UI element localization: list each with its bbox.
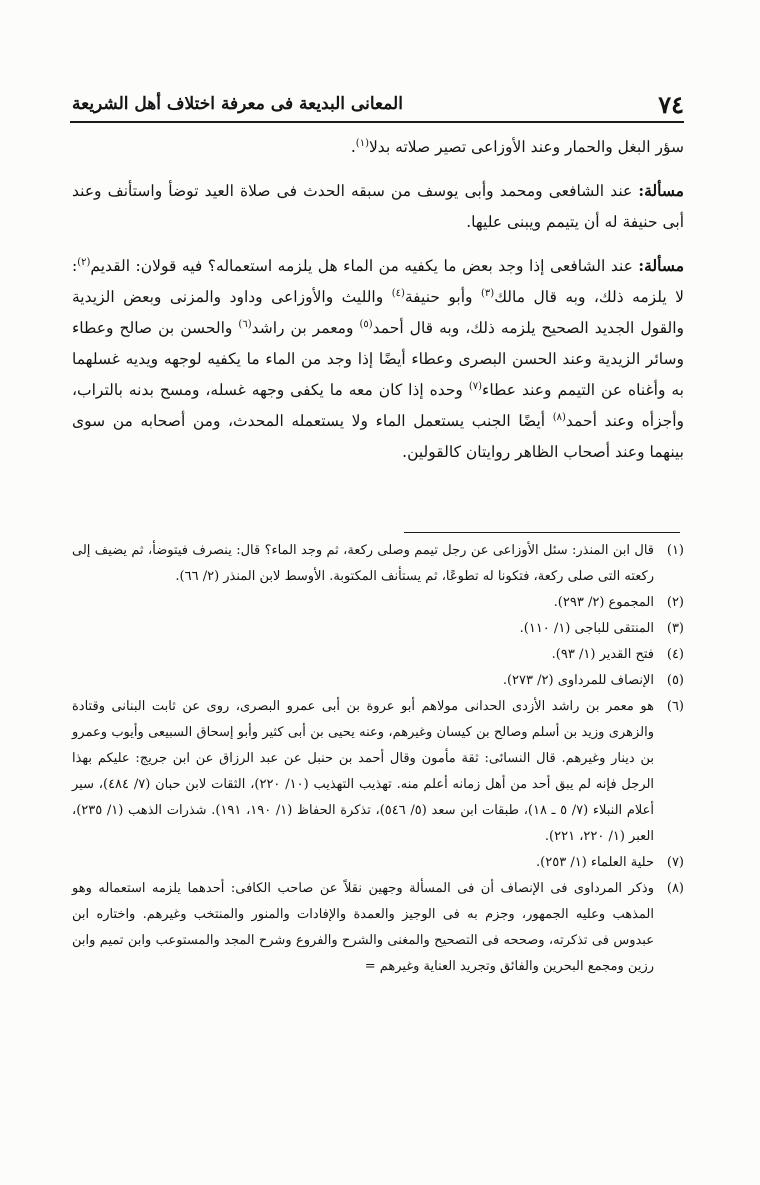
paragraph-3-text-a: عند الشافعى إذا وجد بعض ما يكفيه من الماء هل يلزمه استعماله؟ فيه قولان: القديم <box>90 257 633 275</box>
footnote-7 <box>72 850 684 876</box>
running-title: المعانى البديعة فى معرفة اختلاف أهل الشريعة <box>72 94 403 114</box>
footnote-3 <box>72 616 684 642</box>
footnote-text: وذكر المرداوى فى الإنصاف أن فى المسألة وجهين نقلاً عن صاحب الكافى: أحدهما يلزمه استعماله وهو المذهب وعليه الجمهور، وجزم به فى الوجيز والعمدة والإفادات والمنور والمنتخب وغيرهم. واختاره ابن عبدوس فى تذكرته، وصححه فى التصحيح والمغنى والشرح والفروع وشرح المجد والمستوعب وابن تميم وابن رزين ومجمع البحرين والفائق وتجريد العناية وغيرهم = <box>72 881 654 974</box>
footnote-number: (٣) <box>666 621 684 636</box>
footnote-8 <box>72 876 684 980</box>
header-divider <box>70 121 684 123</box>
footnote-divider <box>404 532 680 533</box>
footnote-text: الإنصاف للمرداوى (٢/ ٢٧٣). <box>502 673 654 688</box>
footnote-text: هو معمر بن راشد الأزدى الحدانى مولاهم أبو عروة بن أبى عمرو البصرى، روى عن ثابت البنانى وقتادة والزهرى وزيد بن أسلم وصالح بن كيسان وغيرهم، وعنه يحيى بن أبى كثير وأبو إسحاق السبيعى وأيوب وعمرو بن دينار وغيرهم. قال النسائى: ثقة مأمون وقال أحمد بن حنبل عن عبد الرزاق عن ابن جريج: عليكم بهذا الرجل فإنه لم يبق أحد من أهل زمانه أعلم منه. تهذيب التهذيب (١٠/ ٢٢٠)، الثقات لابن حبان (٧/ ٤٨٤)، سير أعلام النبلاء (٧/ ٥ ـ ١٨)، طبقات ابن سعد (٥/ ٥٤٦)، تذكرة الحفاظ (١/ ١٩٠، ١٩١). شذرات الذهب (١/ ٢٣٥)، العبر (١/ ٢٢٠، ٢٢١). <box>72 699 655 844</box>
footnote-6 <box>72 694 684 850</box>
footnote-number: (٦) <box>666 699 684 714</box>
footnote-ref-6[interactable]: (٦) <box>238 318 252 330</box>
page-number: ٧٤ <box>658 90 684 119</box>
footnote-ref-8[interactable]: (٨) <box>552 411 566 423</box>
main-text <box>72 132 684 468</box>
footnote-number: (٤) <box>666 647 684 662</box>
issue-label: مسألة: <box>638 256 684 275</box>
footnote-text: فتح القدير (١/ ٩٣). <box>551 647 654 662</box>
footnote-ref-3[interactable]: (٣) <box>481 287 495 299</box>
paragraph-3-text-c: وأبو حنيفة <box>404 288 482 306</box>
paragraph-3-text-e: ومعمر بن راشد <box>251 319 360 337</box>
paragraph-3-text-g: وحده إذا كان معه ما يكفى وجهه غسله، ومسح بدنه بالتراب، وأجزأه وعند أحمد <box>72 381 684 430</box>
paragraph-3-text-h: أيضًا الجنب يستعمل الماء ولا يستعمله المحدث، ومن أصحابه من سوى بينهما وعند أصحاب الظاهر روايتان كالقولين. <box>72 412 684 461</box>
paragraph-2 <box>72 175 684 238</box>
footnote-ref-7[interactable]: (٧) <box>468 380 483 392</box>
paragraph-1-text: سؤر البغل والحمار وعند الأوزاعى تصير صلاته بدلا <box>368 138 684 156</box>
issue-label: مسألة: <box>638 181 684 200</box>
footnote-ref-5[interactable]: (٥) <box>359 318 373 330</box>
footnote-4 <box>72 642 684 668</box>
paragraph-3-text-f: والحسن بن صالح وعطاء وسائر الزيدية وعند الحسن البصرى وعطاء أيضًا إذا وجد من الماء ما يكفيه لوجهه ويديه غسلهما به وأغناه عن التيمم وعند عطاء <box>72 319 684 399</box>
footnote-number: (١) <box>666 543 684 558</box>
page-header <box>72 86 684 126</box>
paragraph-3 <box>72 250 684 468</box>
paragraph-1 <box>72 132 684 163</box>
paragraph-2-text: عند الشافعى ومحمد وأبى يوسف من سبقه الحدث فى صلاة العيد توضأ واستأنف وعند أبى حنيفة له أن يتيمم ويبنى عليها. <box>72 182 684 231</box>
footnote-1 <box>72 538 684 590</box>
footnote-number: (٢) <box>666 595 684 610</box>
footnote-2 <box>72 590 684 616</box>
footnote-number: (٧) <box>666 855 684 870</box>
footnote-5 <box>72 668 684 694</box>
paragraph-1-end: . <box>350 138 356 156</box>
footnote-number: (٨) <box>666 881 684 896</box>
footnote-text: حلية العلماء (١/ ٢٥٣). <box>536 855 654 870</box>
footnote-text: المنتقى للباجى (١/ ١١٠). <box>519 621 654 636</box>
paragraph-3-text-d: والليث والأوزاعى وداود والمزنى وبعض الزيدية والقول الجديد الصحيح يلزمه ذلك، وبه قال أحمد <box>72 288 685 337</box>
footnotes <box>72 538 684 980</box>
paragraph-3-text-b: : لا يلزمه ذلك، وبه قال مالك <box>72 257 684 306</box>
footnote-text: قال ابن المنذر: سئل الأوزاعى عن رجل تيمم وصلى ركعة، ثم وجد الماء؟ قال: ينصرف فيتوضأ، ثم يضيف إلى ركعته التى صلى ركعة، فتكونا له تطوعًا، ثم يستأنف المكتوبة. الأوسط لابن المنذر (٢/ ٦٦). <box>72 543 654 584</box>
footnote-ref-2[interactable]: (٢) <box>77 256 91 268</box>
footnote-text: المجموع (٢/ ٢٩٣). <box>553 595 654 610</box>
footnote-ref-1[interactable]: (١) <box>355 137 369 149</box>
footnote-number: (٥) <box>666 673 684 688</box>
footnote-ref-4[interactable]: (٤) <box>391 287 405 299</box>
